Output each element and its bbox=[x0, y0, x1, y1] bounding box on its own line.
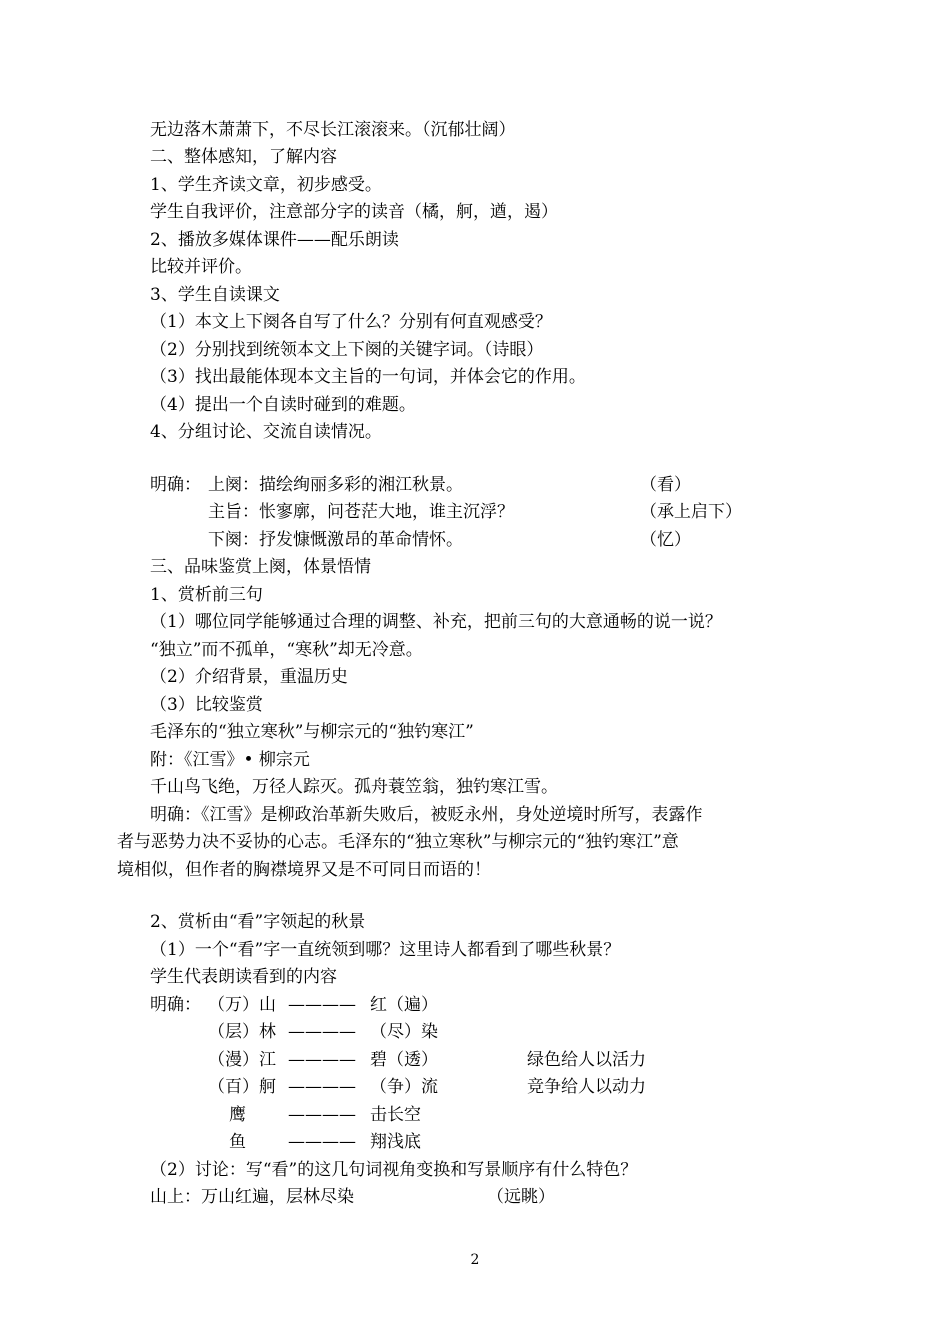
text-line: 比较并评价。 bbox=[150, 257, 252, 277]
poem-line: 千山鸟飞绝，万径人踪灭。孤舟蓑笠翁，独钓寒江雪。 bbox=[150, 777, 558, 797]
clarify-note: （看） bbox=[640, 475, 691, 495]
scene-comment: 绿色给人以活力 bbox=[527, 1050, 646, 1070]
scene-detail: （尽）染 bbox=[370, 1022, 438, 1042]
text-line: “独立”而不孤单，“寒秋”却无冷意。 bbox=[150, 640, 423, 660]
text-line: （2）介绍背景，重温历史 bbox=[150, 667, 348, 687]
text-line: （3）比较鉴赏 bbox=[150, 695, 263, 715]
clarify-row: 上阕：描绘绚丽多彩的湘江秋景。 bbox=[208, 475, 463, 495]
scene-item: （百）舸 bbox=[208, 1077, 276, 1097]
text-line: 2、播放多媒体课件——配乐朗读 bbox=[150, 230, 399, 250]
page-number: 2 bbox=[470, 1252, 480, 1268]
text-line: （4）提出一个自读时碰到的难题。 bbox=[150, 395, 416, 415]
paragraph-line: 境相似，但作者的胸襟境界又是不可同日而语的！ bbox=[117, 860, 491, 880]
scene-comment: 竞争给人以动力 bbox=[527, 1077, 646, 1097]
scene-item: 鱼 bbox=[229, 1132, 246, 1152]
scene-item: （层）林 bbox=[208, 1022, 276, 1042]
text-line: （3）找出最能体现本文主旨的一句词，并体会它的作用。 bbox=[150, 367, 586, 387]
scene-detail: 碧（透） bbox=[370, 1050, 438, 1070]
text-line: 4、分组讨论、交流自读情况。 bbox=[150, 422, 382, 442]
text-line: 无边落木萧萧下，不尽长江滚滚来。（沉郁壮阔） bbox=[150, 120, 516, 140]
scene-dash: ———— bbox=[288, 995, 356, 1015]
scene-detail: 翔浅底 bbox=[370, 1132, 421, 1152]
text-line: 附：《江雪》• 柳宗元 bbox=[150, 750, 310, 770]
text-line: 毛泽东的“独立寒秋”与柳宗元的“独钓寒江” bbox=[150, 722, 474, 742]
text-line: 1、赏析前三句 bbox=[150, 585, 263, 605]
scene-item: （漫）江 bbox=[208, 1050, 276, 1070]
scene-dash: ———— bbox=[288, 1050, 356, 1070]
scene-dash: ———— bbox=[288, 1105, 356, 1125]
text-note: （远眺） bbox=[487, 1187, 555, 1207]
text-line: 山上：万山红遍，层林尽染 bbox=[150, 1187, 354, 1207]
text-line: 2、赏析由“看”字领起的秋景 bbox=[150, 912, 366, 932]
clarify-label: 明确： bbox=[150, 995, 201, 1015]
text-line: 学生代表朗读看到的内容 bbox=[150, 967, 337, 987]
clarify-label: 明确： bbox=[150, 475, 201, 495]
text-line: 1、学生齐读文章，初步感受。 bbox=[150, 175, 382, 195]
scene-dash: ———— bbox=[288, 1132, 356, 1152]
scene-detail: （争）流 bbox=[370, 1077, 438, 1097]
text-line: 3、学生自读课文 bbox=[150, 285, 280, 305]
text-line: （1）本文上下阕各自写了什么？分别有何直观感受？ bbox=[150, 312, 552, 332]
text-line: （1）哪位同学能够通过合理的调整、补充，把前三句的大意通畅的说一说？ bbox=[150, 612, 722, 632]
text-line: 学生自我评价，注意部分字的读音（橘，舸，遒，遏） bbox=[150, 202, 558, 222]
clarify-row: 下阕：抒发慷慨激昂的革命情怀。 bbox=[208, 530, 463, 550]
scene-detail: 击长空 bbox=[370, 1105, 421, 1125]
text-line: （2）分别找到统领本文上下阕的关键字词。（诗眼） bbox=[150, 340, 544, 360]
scene-detail: 红（遍） bbox=[370, 995, 438, 1015]
text-line: （1）一个“看”字一直统领到哪？这里诗人都看到了哪些秋景？ bbox=[150, 940, 621, 960]
scene-item: 鹰 bbox=[229, 1105, 246, 1125]
section-heading: 二、整体感知，了解内容 bbox=[150, 147, 337, 167]
text-line: （2）讨论：写“看”的这几句词视角变换和写景顺序有什么特色？ bbox=[150, 1160, 638, 1180]
clarify-note: （承上启下） bbox=[640, 502, 742, 522]
paragraph-line: 明确：《江雪》是柳政治革新失败后，被贬永州，身处逆境时所写，表露作 bbox=[150, 805, 703, 825]
scene-dash: ———— bbox=[288, 1022, 356, 1042]
clarify-note: （忆） bbox=[640, 530, 691, 550]
paragraph-line: 者与恶势力决不妥协的心志。毛泽东的“独立寒秋”与柳宗元的“独钓寒江”意 bbox=[117, 832, 679, 852]
scene-item: （万）山 bbox=[208, 995, 276, 1015]
clarify-row: 主旨：怅寥廓，问苍茫大地，谁主沉浮？ bbox=[208, 502, 514, 522]
scene-dash: ———— bbox=[288, 1077, 356, 1097]
section-heading: 三、品味鉴赏上阕，体景悟情 bbox=[150, 557, 371, 577]
